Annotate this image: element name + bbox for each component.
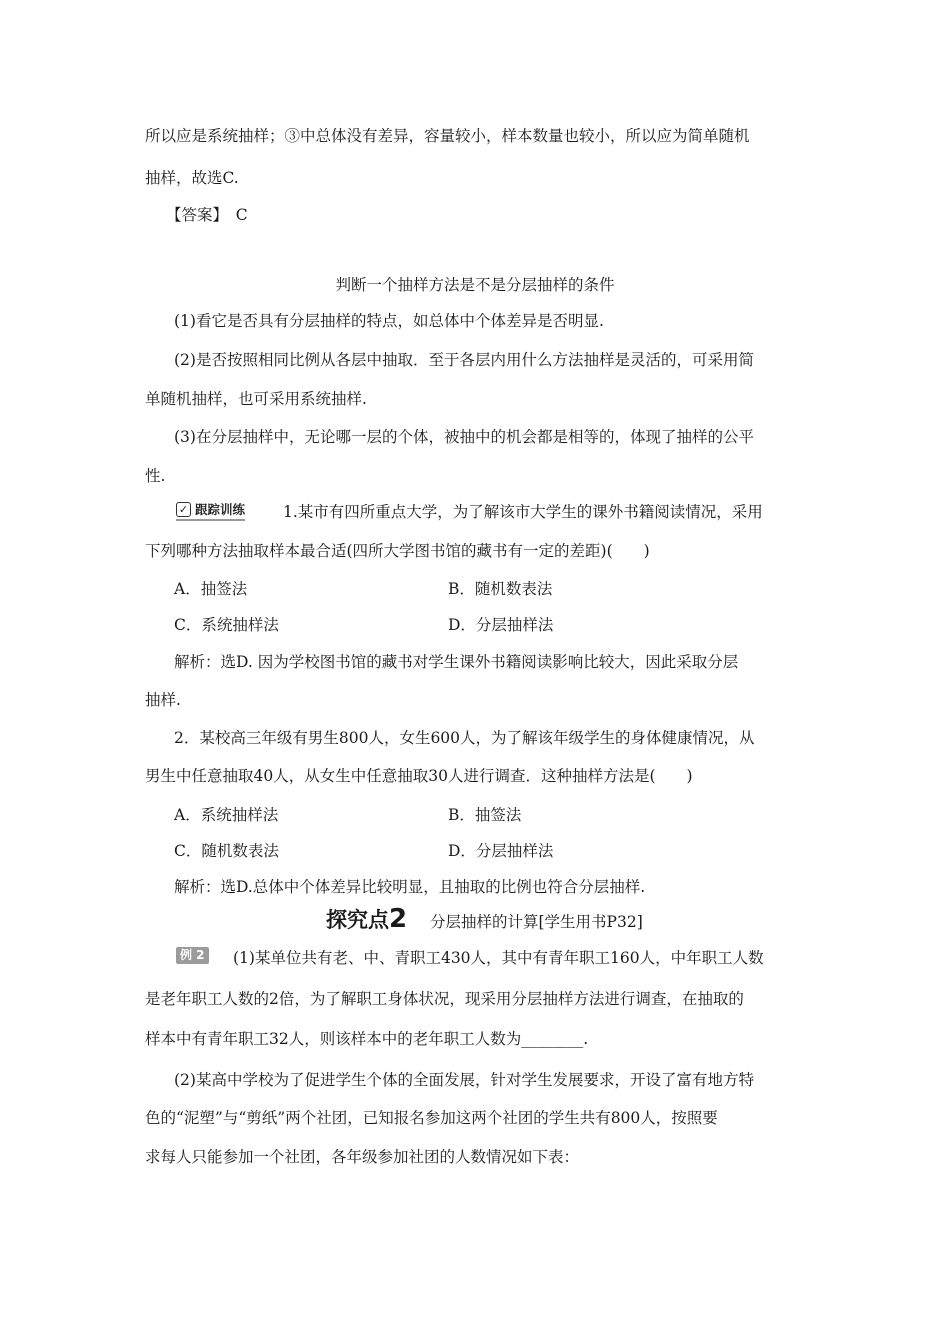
example-line: (1)某单位共有老、中、青职工430人，其中有青年职工160人，中年职工人数 xyxy=(233,949,764,967)
check-icon: ✓ xyxy=(176,502,191,517)
question-line: 男生中任意抽取40人，从女生中任意抽取30人进行调查．这种抽样方法是( ) xyxy=(145,767,693,785)
condition-line: (2)是否按照相同比例从各层中抽取．至于各层内用什么方法抽样是灵活的，可采用简 xyxy=(174,351,754,369)
option-d: D．分层抽样法 xyxy=(448,616,554,634)
option-c: C．随机数表法 xyxy=(174,842,279,860)
section-number: 2 xyxy=(389,904,408,934)
option-d: D．分层抽样法 xyxy=(448,842,554,860)
example-line: 是老年职工人数的2倍，为了解职工身体状况，现采用分层抽样方法进行调查，在抽取的 xyxy=(145,990,744,1008)
badge-label: 跟踪训练 xyxy=(195,502,246,517)
example-line: (2)某高中学校为了促进学生个体的全面发展，针对学生发展要求，开设了富有地方特 xyxy=(174,1071,754,1089)
section-title: 探究点 xyxy=(326,908,389,932)
solution-line: 解析：选D.总体中个体差异比较明显，且抽取的比例也符合分层抽样. xyxy=(174,878,646,896)
follow-up-practice-badge xyxy=(176,500,245,518)
example-tag: 例 2 xyxy=(176,947,209,964)
condition-line: (3)在分层抽样中，无论哪一层的个体，被抽中的机会都是相等的，体现了抽样的公平 xyxy=(174,428,754,446)
condition-line: (1)看它是否具有分层抽样的特点，如总体中个体差异是否明显. xyxy=(174,312,604,330)
question-line: 2．某校高三年级有男生800人，女生600人，为了解该年级学生的身体健康情况，从 xyxy=(174,729,755,747)
option-a: A．系统抽样法 xyxy=(174,806,279,824)
answer-line: 【答案】 C xyxy=(166,206,248,224)
solution-line: 解析：选D. 因为学校图书馆的藏书对学生课外书籍阅读影响比较大，因此采取分层 xyxy=(174,653,739,671)
option-a: A．抽签法 xyxy=(174,580,248,598)
badge-underline xyxy=(176,519,245,521)
paragraph-line: 所以应是系统抽样；③中总体没有差异，容量较小，样本数量也较小，所以应为简单随机 xyxy=(145,127,750,145)
paragraph-line: 抽样，故选C. xyxy=(145,169,239,187)
option-b: B．抽签法 xyxy=(448,806,522,824)
question-line: 下列哪种方法抽取样本最合适(四所大学图书馆的藏书有一定的差距)( ) xyxy=(145,542,650,560)
condition-line: 单随机抽样，也可采用系统抽样. xyxy=(145,390,367,408)
example-line: 色的“泥塑”与“剪纸”两个社团，已知报名参加这两个社团的学生共有800人，按照要 xyxy=(145,1109,718,1127)
condition-line: 性. xyxy=(145,467,166,485)
example-line: 求每人只能参加一个社团，各年级参加社团的人数情况如下表： xyxy=(145,1148,580,1166)
section-subtitle: 分层抽样的计算[学生用书P32] xyxy=(430,913,643,931)
option-b: B．随机数表法 xyxy=(448,580,553,598)
question-line: 1.某市有四所重点大学，为了解该市大学生的课外书籍阅读情况，采用 xyxy=(283,503,763,521)
section-heading xyxy=(326,904,408,934)
option-c: C．系统抽样法 xyxy=(174,616,279,634)
solution-line: 抽样. xyxy=(145,691,181,709)
box-title: 判断一个抽样方法是不是分层抽样的条件 xyxy=(335,276,615,294)
example-line: 样本中有青年职工32人，则该样本中的老年职工人数为________. xyxy=(145,1030,589,1048)
